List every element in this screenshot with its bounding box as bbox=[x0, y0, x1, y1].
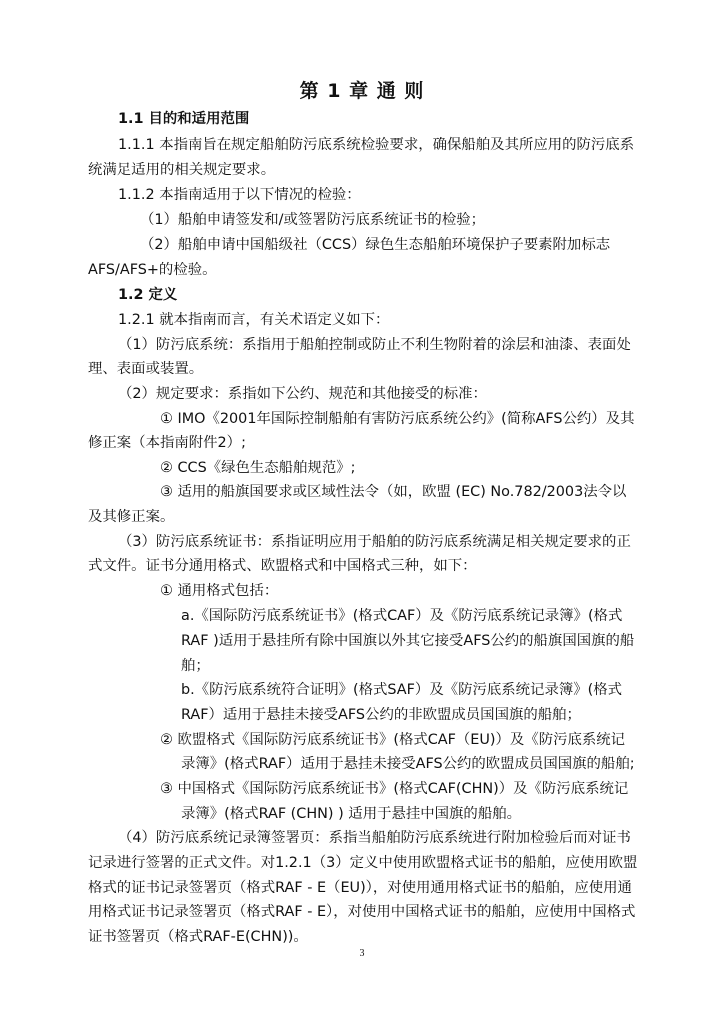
sub-item-line: 修正案（本指南附件2）; bbox=[88, 435, 246, 451]
list-item-line: （1）船舶申请签发和/或签署防污底系统证书的检验； bbox=[140, 212, 485, 228]
list-item-line: （2）船舶申请中国船级社（CCS）绿色生态船舶环境保护子要素附加标志 bbox=[140, 237, 611, 253]
definition-line: 证书签署页（格式RAF-E(CHN))。 bbox=[88, 929, 308, 945]
section-heading-1-1: 1.1 目的和适用范围 bbox=[118, 111, 250, 127]
nested-item-line: 录簿》(格式RAF (CHN) ) 适用于悬挂中国旗的船舶。 bbox=[181, 806, 521, 822]
definition-line: 格式的证书记录签署页（格式RAF - E（EU)），对使用通用格式证书的船舶，应使用通 bbox=[88, 880, 632, 896]
nested-item-line: RAF）适用于悬挂未接受AFS公约的非欧盟成员国国旗的船舶； bbox=[181, 707, 581, 723]
definition-line: 式文件。证书分通用格式、欧盟格式和中国格式三种，如下： bbox=[88, 558, 477, 574]
chapter-title: 第 1 章 通 则 bbox=[299, 80, 425, 102]
definition-line: （4）防污底系统记录簿签署页：系指当船舶防污底系统进行附加检验后而对证书 bbox=[118, 830, 631, 846]
section-heading-1-2: 1.2 定义 bbox=[118, 287, 178, 303]
nested-item-line: b.《防污底系统符合证明》(格式SAF）及《防污底系统记录簿》(格式 bbox=[181, 682, 623, 698]
definition-line: （3）防污底系统证书：系指证明应用于船舶的防污底系统满足相关规定要求的正 bbox=[118, 534, 631, 550]
nested-item-line: RAF )适用于悬挂所有除中国旗以外其它接受AFS公约的船旗国国旗的船 bbox=[181, 633, 635, 649]
paragraph-line: 1.1.1 本指南旨在规定船舶防污底系统检验要求，确保船舶及其所应用的防污底系 bbox=[118, 137, 635, 153]
list-item-line: AFS/AFS+的检验。 bbox=[88, 262, 217, 278]
sub-item-line: ① 通用格式包括： bbox=[160, 583, 279, 599]
definition-line: （2）规定要求：系指如下公约、规范和其他接受的标准： bbox=[118, 386, 487, 402]
sub-item-line: ② CCS《绿色生态船舶规范》; bbox=[160, 460, 356, 476]
page-number: 3 bbox=[359, 948, 365, 959]
sub-item-line: ③ 适用的船旗国要求或区域性法令（如，欧盟 (EC) No.782/2003法令以 bbox=[160, 484, 627, 500]
definition-line: （1）防污底系统：系指用于船舶控制或防止不利生物附着的涂层和油漆、表面处 bbox=[118, 337, 631, 353]
sub-item-line: ② 欧盟格式《国际防污底系统证书》(格式CAF（EU)）及《防污底系统记 bbox=[160, 732, 626, 748]
definition-line: 记录进行签署的正式文件。对1.2.1（3）定义中使用欧盟格式证书的船舶，应使用欧盟 bbox=[88, 855, 638, 871]
sub-item-line: ③ 中国格式《国际防污底系统证书》(格式CAF(CHN)）及《防污底系统记 bbox=[160, 781, 629, 797]
paragraph-line: 1.2.1 就本指南而言，有关术语定义如下： bbox=[118, 312, 390, 328]
nested-item-line: 舶； bbox=[181, 658, 210, 674]
definition-line: 用格式证书记录签署页（格式RAF - E），对使用中国格式证书的船舶，应使用中国格式 bbox=[88, 904, 636, 920]
paragraph-line: 统满足适用的相关规定要求。 bbox=[88, 162, 276, 178]
sub-item-line: ① IMO《2001年国际控制船舶有害防污底系统公约》(简称AFS公约）及其 bbox=[160, 411, 635, 427]
definition-line: 理、表面或装置。 bbox=[88, 361, 204, 377]
paragraph-line: 1.1.2 本指南适用于以下情况的检验： bbox=[118, 187, 361, 203]
nested-item-line: 录簿》(格式RAF）适用于悬挂未接受AFS公约的欧盟成员国国旗的船舶; bbox=[181, 756, 635, 772]
sub-item-line: 及其修正案。 bbox=[88, 509, 175, 525]
nested-item-line: a.《国际防污底系统证书》(格式CAF）及《防污底系统记录簿》(格式 bbox=[181, 608, 623, 624]
